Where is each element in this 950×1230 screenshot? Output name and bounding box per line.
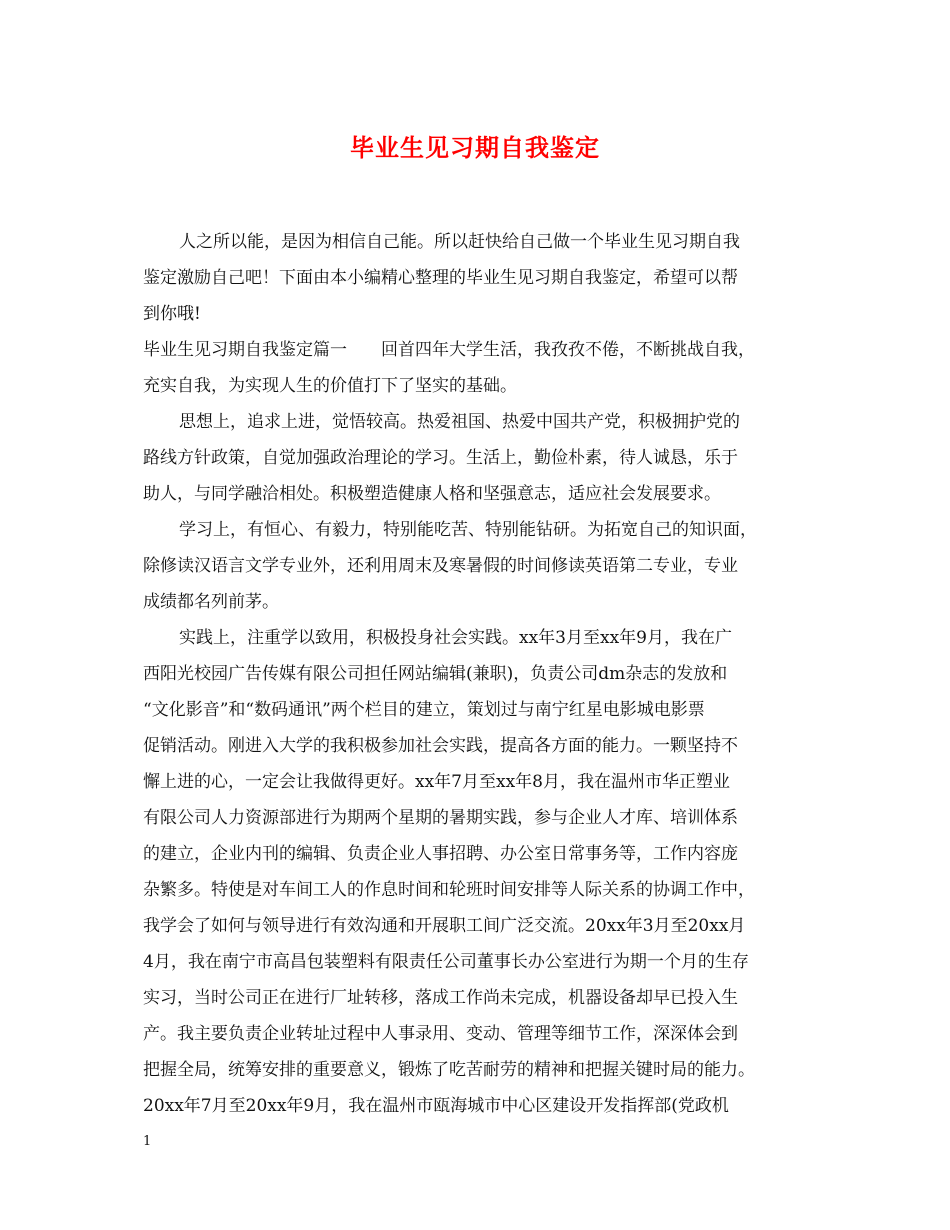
body-line: 的建立，企业内刊的编辑、负责企业人事招聘、办公室日常事务等，工作内容庞	[143, 844, 738, 864]
body-line: 到你哦!	[143, 304, 201, 324]
body-line: 产。我主要负责企业转址过程中人事录用、变动、管理等细节工作，深深体会到	[143, 1024, 738, 1044]
body-line: 鉴定激励自己吧！下面由本小编精心整理的毕业生见习期自我鉴定，希望可以帮	[143, 268, 738, 288]
body-line: 路线方针政策，自觉加强政治理论的学习。生活上，勤俭朴素，待人诚恳，乐于	[143, 448, 738, 468]
body-line: 毕业生见习期自我鉴定篇一 回首四年大学生活，我孜孜不倦，不断挑战自我，	[143, 340, 755, 360]
body-line: 充实自我，为实现人生的价值打下了坚实的基础。	[143, 376, 517, 396]
body-line: 西阳光校园广告传媒有限公司担任网站编辑(兼职)，负责公司dm杂志的发放和	[143, 664, 728, 684]
document-title: 毕业生见习期自我鉴定	[350, 133, 600, 162]
body-line: 4月，我在南宁市高昌包装塑料有限责任公司董事长办公室进行为期一个月的生存	[143, 952, 749, 972]
body-line: “文化影音”和“数码通讯”两个栏目的建立，策划过与南宁红星电影城电影票	[143, 700, 705, 720]
body-line: 除修读汉语言文学专业外，还利用周末及寒暑假的时间修读英语第二专业，专业	[143, 556, 738, 576]
body-line: 实践上，注重学以致用，积极投身社会实践。xx年3月至xx年9月，我在广	[179, 628, 732, 648]
body-line: 杂繁多。特使是对车间工人的作息时间和轮班时间安排等人际关系的协调工作中，	[143, 880, 755, 900]
body-line: 思想上，追求上进，觉悟较高。热爱祖国、热爱中国共产党，积极拥护党的	[179, 412, 740, 432]
body-line: 有限公司人力资源部进行为期两个星期的暑期实践，参与企业人才库、培训体系	[143, 808, 738, 828]
body-line: 助人，与同学融洽相处。积极塑造健康人格和坚强意志，适应社会发展要求。	[143, 484, 721, 504]
page-number: 1	[143, 1134, 152, 1149]
body-line: 人之所以能，是因为相信自己能。所以赶快给自己做一个毕业生见习期自我	[179, 232, 740, 252]
body-line: 把握全局，统筹安排的重要意义，锻炼了吃苦耐劳的精神和把握关键时局的能力。	[143, 1060, 755, 1080]
body-line: 实习，当时公司正在进行厂址转移，落成工作尚未完成，机器设备却早已投入生	[143, 988, 738, 1008]
body-line: 成绩都名列前茅。	[143, 592, 279, 612]
body-line: 20xx年7月至20xx年9月，我在温州市瓯海城市中心区建设开发指挥部(党政机	[143, 1096, 729, 1116]
body-line: 我学会了如何与领导进行有效沟通和开展职工间广泛交流。20xx年3月至20xx月	[143, 916, 746, 936]
body-line: 懈上进的心，一定会让我做得更好。xx年7月至xx年8月，我在温州市华正塑业	[143, 772, 730, 792]
body-line: 促销活动。刚进入大学的我积极参加社会实践，提高各方面的能力。一颗坚持不	[143, 736, 738, 756]
body-line: 学习上，有恒心、有毅力，特别能吃苦、特别能钻研。为拓宽自己的知识面，	[179, 520, 757, 540]
document-body	[143, 224, 823, 1124]
